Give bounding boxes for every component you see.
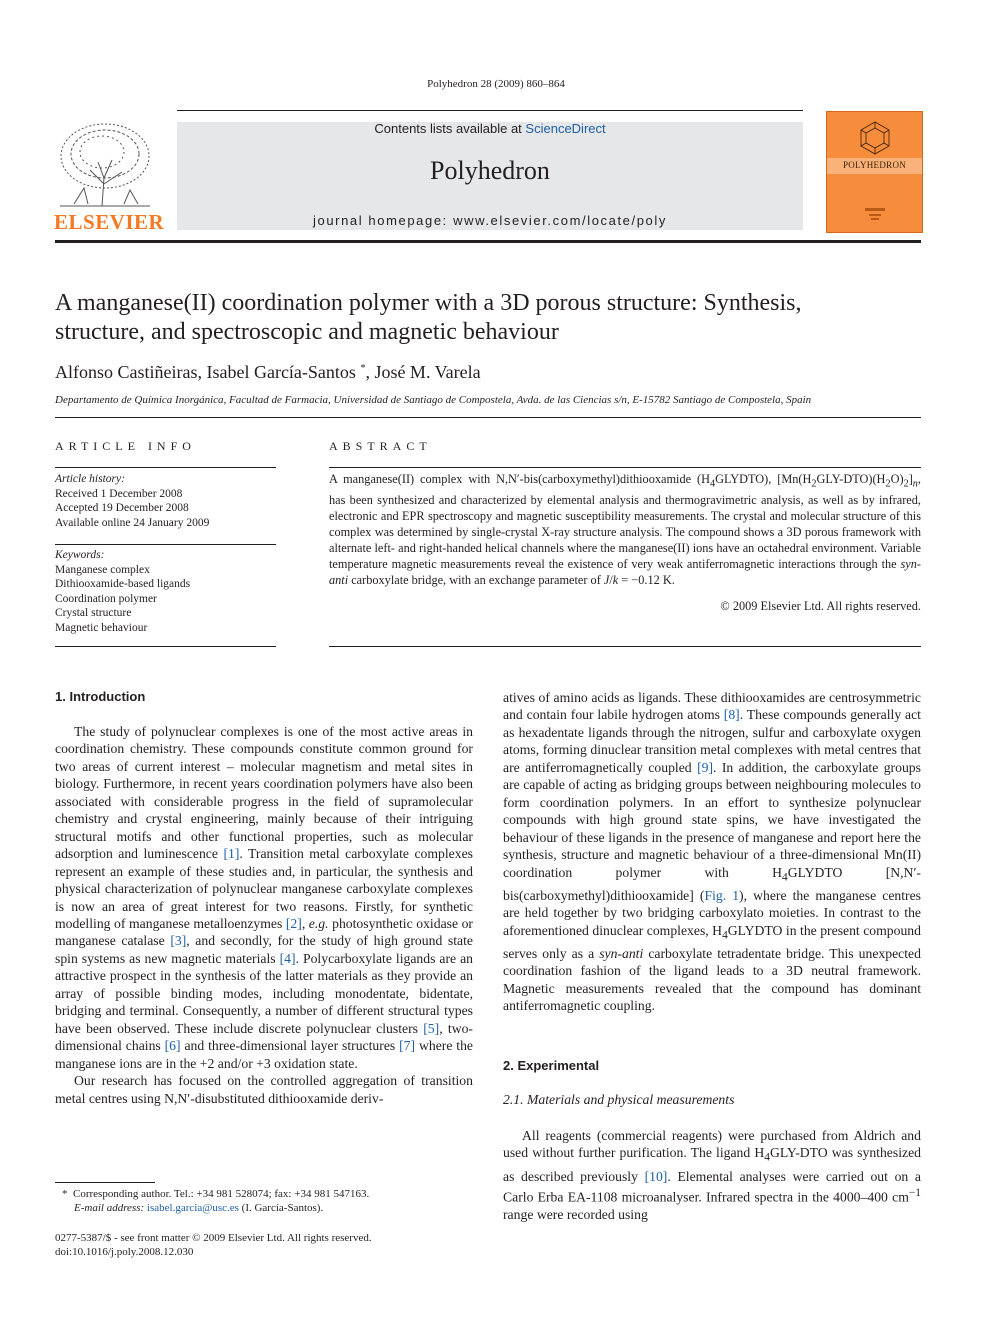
polyhedron-icon xyxy=(857,120,893,156)
front-matter xyxy=(55,1231,485,1259)
footnote-email: E-mail address: isabel.garcia@usc.es (I. García-Santos). xyxy=(74,1202,324,1214)
abstract-bottom-rule xyxy=(329,646,921,647)
issn-line: 0277-5387/$ - see front matter © 2009 Elsevier Ltd. All rights reserved. xyxy=(55,1232,372,1244)
article-info-rule xyxy=(55,467,276,468)
author-list xyxy=(55,362,481,383)
ref-2[interactable]: [2] xyxy=(285,915,302,931)
sciencedirect-link[interactable]: ScienceDirect xyxy=(525,121,606,136)
header-rule xyxy=(177,110,803,111)
title-line-2: structure, and spectroscopic and magnetic behaviour xyxy=(55,319,559,345)
abstract-heading: ABSTRACT xyxy=(329,439,432,453)
article-history xyxy=(55,472,276,530)
ref-10[interactable]: [10] xyxy=(644,1168,668,1184)
article-title xyxy=(55,289,921,347)
email-link[interactable]: isabel.garcia@usc.es xyxy=(146,1202,239,1214)
intro-paragraph-2: Our research has focused on the controlled aggregation of transition metal centres using N,N′-disubstituted dithiooxamide deriv- xyxy=(55,1073,473,1106)
intro-heading: 1. Introduction xyxy=(55,689,146,704)
contents-prefix: Contents lists available at xyxy=(374,121,522,136)
affiliation: Departamento de Química Inorgánica, Facultad de Farmacia, Universidad de Santiago de Compostela, Avda. de las Ciencias s/n, E-15782 Santiago de Compostela, Spain xyxy=(55,394,812,406)
history-received: Received 1 December 2008 xyxy=(55,487,183,500)
history-label: Article history: xyxy=(55,473,125,485)
ref-5[interactable]: [5] xyxy=(423,1020,440,1036)
ref-8[interactable]: [8] xyxy=(723,707,740,723)
history-accepted: Accepted 19 December 2008 xyxy=(55,502,189,514)
materials-paragraph: All reagents (commercial reagents) were purchased from Aldrich and used without further purification. The ligand $H_4GLY$-DTO was synthesized as described previously [10]. Elemental analyses were carried out on a Carlo Erba EA-1108 microanalyser. Infrared spectra in the 4000–400 $cm^{-1}$ range were recorded using xyxy=(503,1128,922,1223)
experimental-heading: 2. Experimental xyxy=(503,1058,600,1073)
keywords-rule xyxy=(55,544,276,545)
contents-line xyxy=(177,121,803,136)
materials-body xyxy=(503,1127,921,1224)
abstract-text: A manganese(II) complex with N,N′-bis(carboxymethyl)dithiooxamide $(H_4GLYDTO)$, $[Mn(H_2GLY-DTO)(H_2O)_2]_n$, has been synthesized and characterized by elemental analysis and thermogravimetric analysis, as well as by infrared, electronic and EPR spectroscopy and magnetic susceptibility measurements. The crystal and molecular structure of this complex was determined by single-crystal X-ray structure analysis. The compound shows a 3D porous framework with alternate left- and right-handed helical channels where the manganese(II) ions have an octahedral environment. Variable temperature magnetic measurements reveal the existence of very weak antiferromagnetic interactions through the syn-anti carboxylate bridge, with an exchange parameter of J/k = −0.12 K. xyxy=(329,472,921,588)
header-thick-rule xyxy=(55,240,921,243)
ref-1[interactable]: [1] xyxy=(223,846,240,862)
author-3: , José M. Varela xyxy=(365,362,481,382)
ref-7[interactable]: [7] xyxy=(399,1038,416,1054)
ref-6[interactable]: [6] xyxy=(164,1038,181,1054)
keywords xyxy=(55,548,276,635)
affiliation-rule xyxy=(55,417,921,418)
author-2: Isabel García-Santos xyxy=(206,362,356,382)
keyword-2: Dithiooxamide-based ligands xyxy=(55,578,191,590)
materials-heading: 2.1. Materials and physical measurements xyxy=(503,1092,735,1107)
keyword-5: Magnetic behaviour xyxy=(55,621,148,634)
ref-3[interactable]: [3] xyxy=(170,933,187,949)
doi-line[interactable]: doi:10.1016/j.poly.2008.12.030 xyxy=(55,1246,194,1258)
footnote-rule xyxy=(55,1182,155,1183)
history-online: Available online 24 January 2009 xyxy=(55,516,210,529)
keyword-4: Crystal structure xyxy=(55,607,132,619)
article-info-bottom-rule xyxy=(55,646,276,647)
elsevier-wordmark: ELSEVIER xyxy=(54,210,165,234)
cover-publisher-mark xyxy=(865,208,885,222)
ref-9[interactable]: [9] xyxy=(697,759,714,775)
keyword-1: Manganese complex xyxy=(55,563,150,576)
article-info-heading: ARTICLE INFO xyxy=(55,439,196,453)
ref-4[interactable]: [4] xyxy=(279,950,296,966)
footnote-corresponding: * Corresponding author. Tel.: +34 981 528074; fax: +34 981 547163. xyxy=(62,1188,370,1200)
abstract-copyright: © 2009 Elsevier Ltd. All rights reserved. xyxy=(720,599,921,613)
abstract-rule xyxy=(329,467,921,468)
title-line-1: A manganese(II) coordination polymer with a 3D porous structure: Synthesis, xyxy=(55,290,802,316)
intro-body xyxy=(55,723,473,1107)
journal-cover xyxy=(826,111,923,233)
journal-citation: Polyhedron 28 (2009) 860–864 xyxy=(427,78,565,90)
cover-title: POLYHEDRON xyxy=(842,160,907,170)
author-1: Alfonso Castiñeiras, xyxy=(55,362,207,382)
keywords-label: Keywords: xyxy=(55,549,105,561)
fig-1-link[interactable]: Fig. 1 xyxy=(704,887,740,903)
intro-body-continued xyxy=(503,689,921,1015)
corresponding-mark[interactable]: * xyxy=(360,363,366,374)
intro-paragraph-2-continued: atives of amino acids as ligands. These dithiooxamides are centrosymmetric and contain four labile hydrogen atoms [8]. These compounds generally act as hexadentate ligands through the nitrogen, sulfur and carboxylate oxygen atoms, forming dinuclear transition metal complexes with metal centres that are antiferromagnetically coupled [9]. In addition, the carboxylate groups are capable of acting as bridging groups between neighbouring molecules to form coordination polymers. In an effort to synthesize polynuclear compounds with high ground state spins, we have investigated the behaviour of these ligands in the presence of manganese and report here the synthesis, structure and magnetic behaviour of a three-dimensional Mn(II) coordination polymer with $H_4GLYDTO$ [N,N′-bis(carboxymethyl)dithiooxamide] (Fig. 1), where the manganese centres are held together by two bridging carboxylato moieties. In contrast to the aforementioned dinuclear complexes, $H_4GLYDTO$ in the present compound serves only as a syn-anti carboxylate tetradentate bridge. This unexpected coordination fashion of the ligand leads to a 3D neutral framework. Magnetic measurements revealed that the compound has dominant antiferromagnetic coupling. xyxy=(503,690,922,1014)
footnote xyxy=(62,1187,482,1215)
journal-homepage[interactable]: journal homepage: www.elsevier.com/locate/poly xyxy=(313,213,667,228)
journal-name: Polyhedron xyxy=(430,156,550,185)
intro-paragraph-1: The study of polynuclear complexes is one of the most active areas in coordination chemistry. These compounds constitute common ground for two areas of current interest – molecular magnetism and metal sites in biology. Furthermore, in recent years coordination polymers have also been associated with considerable progress in the field of supramolecular chemistry and crystal engineering, mainly because of their intriguing structural motifs and other functional properties, such as molecular adsorption and luminescence [1]. Transition metal carboxylate complexes represent an example of these studies and, in particular, the synthesis and physical characterization of polynuclear manganese carboxylate complexes is now an area of great interest for two reasons. Firstly, for synthetic modelling of manganese metalloenzymes [2], e.g. photosynthetic oxidase or manganese catalase [3], and secondly, for the study of high ground state spin systems as new magnetic materials [4]. Polycarboxylate ligands are an attractive prospect in the synthesis of the latter materials as they provide an array of possible binding modes, including monodentate, bidentate, bridging and terminal. Consequently, a number of different structural types have been observed. These include discrete polynuclear clusters [5], two-dimensional chains [6] and three-dimensional layer structures [7] where the manganese ions are in the +2 and/or +3 oxidation state. xyxy=(55,724,474,1071)
keyword-3: Coordination polymer xyxy=(55,592,157,605)
